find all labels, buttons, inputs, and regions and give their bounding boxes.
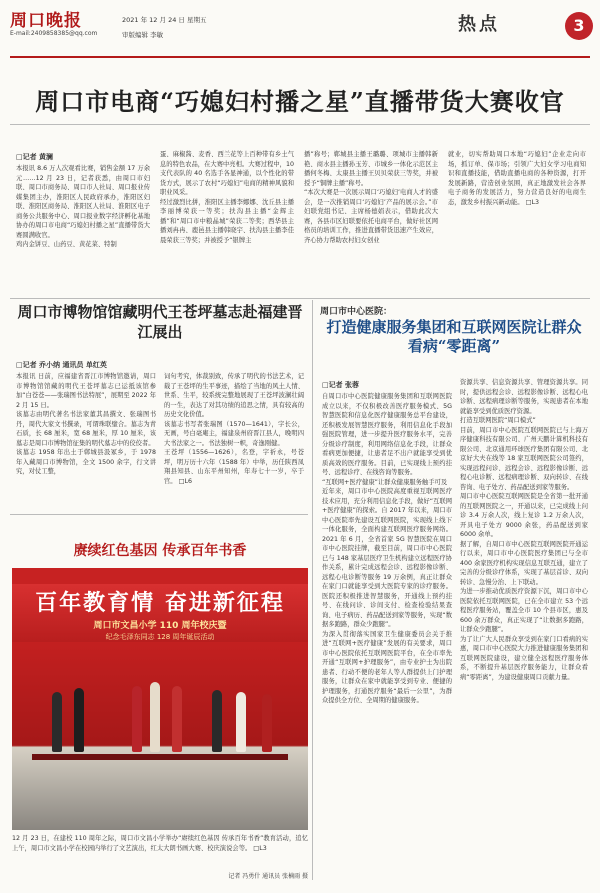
story3-byline: □记者 张蓉 (322, 381, 360, 389)
story1-col2: 蛋、麻椒酱、麦香、西兰花等上百种带有乡土气息的特色农品，在大赛中亮相。大赛过程中，10 支代表队的 40 名选手各显神通，以个性化的带货方式，展示了农村“巧媳妇”电商的精神风貌和职业风采。 经过激烈比拼，淮阳区主播李娜娜、沈丘县主播李丽博荣获一等奖；扶沟县主播“金辉主播”和“周口市中粮晶城”荣获二等奖；西华县主播刘冉冉、鹿邑县主播韩晓宇、扶沟县主播李佳晨荣获三等奖；并被授予“银牌主 (160, 151, 294, 244)
story1-byline: □记者 黄澜 (16, 153, 54, 161)
photo-banner (12, 584, 308, 642)
story1-rule (10, 124, 590, 125)
story3-kicker: 周口市中心医院： (320, 307, 393, 317)
story1-col1: 本报讯 8.6 万人次观看比赛，销售金额 17 万余元……12 月 23 日，记者获悉，由周口市妇联、周口市商务局、周口市人社局、周口报业传媒集团主办，淮阳区人民政府承办，淮阳区妇联、淮阳区商务局、淮阳区人社局、淮阳区电子商务公共服务中心、周口报业数字经济孵化基地协办的周口市电商“巧媳妇村播之星”直播带货大赛圆满收官。 鸡内金饼豆、山药豆、黄花菜、特制 (16, 165, 150, 248)
performer-figure (52, 692, 62, 752)
story1-headline: 周口市电商“巧媳妇村播之星”直播带货大赛收官 (35, 87, 565, 116)
editor-credit: 审版编辑 李敏 (122, 31, 164, 39)
story2-bottom-rule (10, 514, 308, 515)
story2-col2: 词句考究，体裁别致，传承了明代的书法艺术，记载了王苍坪的生平事迹，描绘了当地的风土人情、世系、生平，较系统完整地展现了王苍坪波澜壮阔的一生，表达了对其功绩的追思之情，具有较高的历史文化价值。 该墓志书写者张瑞图（1570—1641），字长公，无画，号白毫庵主，福建泉州府晋江县人，晚明四大书法家之一。书法独树一帜，奇逸刚健。 王苍坪（1556—1626），名登，字祈永，号苍坪，明万历十六年（1588 年）中举，历任陕西凤翔县知县、山东平州知州，年寿七十一岁，卒于官。 □L6 (164, 373, 304, 485)
performer-figure (262, 694, 272, 752)
column-divider (312, 300, 313, 880)
story1-col3: 播”称号；郸城县主播王璐璐、项城市主播韩新艳、商水县主播孙玉芳、市城乡一体化示范区主播何冬梅、太康县主播王贝贝荣获三等奖，并被授予“铜牌主播”称号。 “本次大赛是一次展示周口‘巧媳妇’电商人才的盛会，是一次推销周口‘巧媳妇’产品的展示会。”市妇联党组书记、主席杨德娟表示，借助此次大赛，各县市区妇联要依托电商平台，做好社区网格员的培训工作，推进直播带货迅速产生效应，齐心协力帮助农村妇女创业 (304, 151, 438, 244)
masthead-rule (10, 56, 590, 58)
newspaper-logo: 周口晚报 (10, 11, 82, 31)
performer-figure (212, 690, 222, 752)
story2-headline: 周口市博物馆馆藏明代王苍坪墓志赴福建晋江展出 (17, 303, 303, 341)
story1-bottom-rule (10, 298, 590, 299)
masthead (10, 6, 590, 54)
story2-byline: □记者 乔小纳 通讯员 单红英 (16, 361, 107, 369)
photo-caption: 12 月 23 日，在建校 110 周年之际，周口市文昌小学举办“赓续红色基因 传承百年书香”教育活动，追忆上午，周口市文昌小学在校园内举行了文艺演出，红太大朗书画大赛、校庆演说会等。 □L3 (12, 835, 308, 852)
story3-headline: 打造健康服务集团和互联网医院让群众看病“零距离” (326, 318, 582, 355)
story1-col4: 就业，切实帮助周口本地“巧媳妇”企业走向市场，抓订单、保市场；引领广大妇女学习电商知识和直播技能，借助直播电商的各种资源，打开发展新路，营造创业氛围，真正地激发社会各界电子商务的发展活力，努力营造良好的电商生态，激发乡村振兴新动能。 □L3 (448, 151, 586, 206)
event-photo (12, 568, 308, 830)
performer-figure (172, 686, 182, 752)
page-number-badge: 3 (565, 12, 593, 40)
story3-col2: 资源共享、信息资源共享、管理资源共享。同时，提供远程会诊、远程影像诊断、远程心电诊断、远程病理诊断等服务，实现患者在本地就能享受到优质医疗资源。 打造互联网医院“周口模式” 目前，周口市中心医院互联网医院已与上海万序健康科技有限公司、广州天鹏计算机科技有限公司、北京通用环球医疗集团有限公司、北京好大夫在线等 18 家互联网医院公司签约，实现远程问诊、远程会诊、远程影像诊断、远程心电诊断、远程病理诊断、双向转诊、在线咨询、电子处方、药品配送到家等服务。 周口市中心医院互联网医院是全省第一批开通的互联网医院之一，开通以来，已完成线上问诊 3.4 万余人次，线上复诊 1.2 万余人次，开具电子处方 9000 余张，药品配送到家 6000 余单。 据了解，自周口市中心医院互联网医院开通运行以来，周口市中心医院医疗集团已与全市 400 余家医疗机构实现信息互联互通，建立了完善的分级诊疗体系，实现了基层首诊、双向转诊、急慢分治、上下联动。 为进一步推动优质医疗资源下沉，周口市中心医院依托互联网医院，已在全市建立 53 个远程医疗服务站，覆盖全市 10 个县市区，惠及 600 余万群众，真正实现了“让数据多跑路，让群众少跑腿”。 为了让广大人民群众享受到在家门口看病的实惠，周口市中心医院大力推进健康服务集团和互联网医院建设，建立健全远程医疗服务体系，不断提升基层医疗服务能力，让群众看病“零距离”，为建设健康周口贡献力量。 (460, 379, 588, 681)
story4-headline: 赓续红色基因 传承百年书香 (73, 543, 247, 559)
photo-stage (12, 642, 308, 830)
section-title: 热点 (458, 14, 500, 35)
story3-col1: 自周口市中心医院健康服务集团和互联网医院成立以来，不仅积极改善医疗服务模式、5G 智慧医院和信息化医疗健康服务总平台建设，还积极发展智慧医疗服务，利用信息化手段加强医院管理，进一步提升医疗服务水平，完善分级诊疗制度，利用网络信息化手段，让群众看病更加便捷，让患者足不出户就能享受到优质高效的医疗服务。目前，已实现线上预约挂号、远程诊疗、在线咨询等服务。 “互联网+医疗健康”让群众健康服务触手可及 近年来，周口市中心医院高度重视互联网医疗技术应用，充分利用信息化手段，做好“互联网+医疗健康”的探索。自 2017 年以来，周口市中心医院率先建设互联网医院，实现线上线下一体化服务，全面构建互联网医疗服务网络。2021 年 6 月，全省首家 5G 智慧医院在周口市中心医院挂牌，截至目前，周口市中心医院已与 148 家基层医疗卫生机构建立远程医疗协作关系，累计完成远程会诊、远程影像诊断、远程心电诊断等服务 19 万余例，真正让群众在家门口就能享受到大医院专家的诊疗服务。医院还积极推进智慧服务，开通线上预约挂号、在线问诊、诊间支付、检查检验结果查询、电子病历、药品配送到家等服务，实现“数据多跑路，群众少跑腿”。 为深入贯彻落实国家卫生健康委员会关于推进“互联网+医疗健康”发展的有关要求，周口市中心医院依托互联网医院平台，在全市率先开通“互联网+护理服务”，由专业护士为出院患者、行动不便的老年人等人群提供上门护理服务，让群众在家中就能享受到专业、便捷的护理服务，打通医疗服务“最后一公里”，为群众提供全方位、全周期的健康服务。 (322, 393, 452, 704)
banner-title: 百年教育情 奋进新征程 (35, 590, 285, 616)
contact-email: E-mail:2409858385@qq.com (10, 30, 98, 37)
performer-figure (132, 686, 142, 752)
stage-edge (32, 754, 288, 760)
photo-credit: 记者 冯勇什 通讯员 张楠雨 摄 (228, 873, 308, 880)
banner-subtitle-2: 纪念毛泽东同志 128 周年诞辰活动 (105, 633, 215, 641)
performer-figure (236, 692, 246, 752)
performer-figure (150, 682, 160, 752)
issue-date: 2021 年 12 月 24 日 星期五 (122, 16, 207, 24)
banner-subtitle: 周口市文昌小学 110 周年校庆暨 (93, 621, 227, 631)
story2-col1: 本报讯 日前，应福建省晋江市博物馆邀请，周口市博物馆馆藏的明代王苍坪墓志已运抵该馆参加“白苍苍——张瑞图书法特展”，展期至 2022 年 2 月 15 日。 该墓志由明代著名书法家董其昌撰文、张瑞图书丹，周代大家文书撰录，可谓珠联璧合。墓志为青石质，长 68 厘米，宽 68 厘米，厚 10 厘米，该墓志是周口市博物馆征集的明代墓志中的佼佼者。 该墓志 1958 年出土于郸城县汲冢乡，于 1978 年入藏周口市博物馆，全文 1500 余字，行文讲究，对仗工整， (16, 373, 156, 475)
performer-figure (74, 688, 84, 752)
